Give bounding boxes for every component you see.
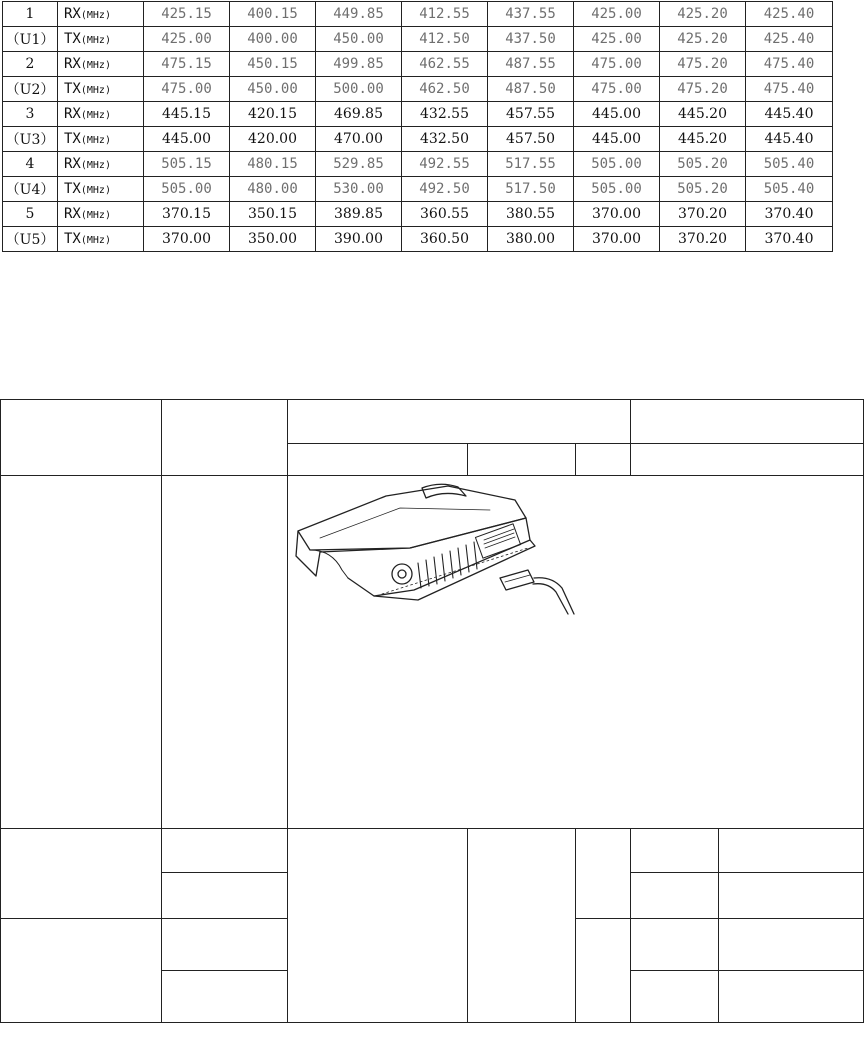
frequency-value: 420.00 <box>230 127 316 152</box>
frequency-value: 457.50 <box>488 127 574 152</box>
frequency-value: 370.00 <box>574 202 660 227</box>
frequency-value: 445.40 <box>746 127 833 152</box>
form-footer-cell-5 <box>576 829 631 919</box>
tx-label: TX <box>64 131 81 147</box>
frequency-value: 432.55 <box>402 102 488 127</box>
radio-unit-illustration <box>290 478 580 616</box>
channel-group-number: 5 <box>3 202 58 227</box>
form-footer-cell-16 <box>162 971 288 1023</box>
form-footer-cell-1 <box>1 829 162 919</box>
frequency-value: 360.55 <box>402 202 488 227</box>
frequency-value: 505.00 <box>144 177 230 202</box>
frequency-value: 505.40 <box>746 177 833 202</box>
frequency-value: 487.50 <box>488 77 574 102</box>
frequency-value: 360.50 <box>402 227 488 252</box>
form-subheader-cell-1 <box>288 444 468 476</box>
frequency-value: 370.15 <box>144 202 230 227</box>
frequency-value: 425.40 <box>746 27 833 52</box>
frequency-row-2-tx <box>3 77 833 102</box>
frequency-value: 380.00 <box>488 227 574 252</box>
tx-label: TX <box>64 31 81 47</box>
frequency-value: 400.00 <box>230 27 316 52</box>
frequency-value: 445.20 <box>660 102 746 127</box>
tx-label: TX <box>64 181 81 197</box>
tx-label-cell <box>58 227 144 252</box>
channel-group-unit: （U3） <box>3 127 58 152</box>
tx-unit: (MHz) <box>80 35 111 46</box>
frequency-value: 412.55 <box>402 2 488 27</box>
form-footer-cell-17 <box>631 971 719 1023</box>
radio-left-side-curve <box>310 550 348 578</box>
tx-label: TX <box>64 231 81 247</box>
channel-group-number: 1 <box>3 2 58 27</box>
form-subheader-cell-4 <box>631 444 864 476</box>
frequency-value: 445.15 <box>144 102 230 127</box>
frequency-value: 390.00 <box>316 227 402 252</box>
tx-label-cell <box>58 127 144 152</box>
frequency-value: 370.00 <box>144 227 230 252</box>
frequency-row-1-rx <box>3 2 833 27</box>
frequency-value: 492.55 <box>402 152 488 177</box>
channel-group-unit: （U1） <box>3 27 58 52</box>
frequency-value: 462.50 <box>402 77 488 102</box>
frequency-value: 475.00 <box>574 52 660 77</box>
frequency-value: 370.20 <box>660 202 746 227</box>
form-header-cell-3 <box>288 400 631 444</box>
rx-label-cell <box>58 52 144 77</box>
frequency-value: 505.20 <box>660 152 746 177</box>
frequency-value: 505.00 <box>574 177 660 202</box>
rx-label: RX <box>64 56 81 72</box>
frequency-value: 425.40 <box>746 2 833 27</box>
radio-connector-pins <box>484 529 515 548</box>
frequency-value: 350.00 <box>230 227 316 252</box>
frequency-value: 475.40 <box>746 52 833 77</box>
tx-label: TX <box>64 81 81 97</box>
frequency-value: 445.00 <box>574 102 660 127</box>
frequency-value: 517.55 <box>488 152 574 177</box>
form-footer-cell-2 <box>162 829 288 873</box>
form-header-cell-2 <box>162 400 288 476</box>
frequency-value: 370.40 <box>746 227 833 252</box>
frequency-value: 400.15 <box>230 2 316 27</box>
frequency-row-4-tx <box>3 177 833 202</box>
frequency-row-4-rx <box>3 152 833 177</box>
rx-unit: (MHz) <box>80 160 111 171</box>
frequency-value: 437.55 <box>488 2 574 27</box>
rx-unit: (MHz) <box>80 110 111 121</box>
frequency-value: 445.20 <box>660 127 746 152</box>
form-header-cell-4 <box>631 400 864 444</box>
frequency-value: 475.00 <box>574 77 660 102</box>
form-footer-cell-4 <box>468 829 576 1023</box>
form-table <box>0 399 864 1023</box>
frequency-value: 445.40 <box>746 102 833 127</box>
tx-unit: (MHz) <box>80 85 111 96</box>
frequency-value: 487.55 <box>488 52 574 77</box>
frequency-value: 505.40 <box>746 152 833 177</box>
frequency-value: 457.55 <box>488 102 574 127</box>
radio-top-face <box>298 486 526 550</box>
frequency-row-1-tx <box>3 27 833 52</box>
frequency-value: 450.00 <box>230 77 316 102</box>
form-body-cell-2 <box>162 476 288 829</box>
cable-plug <box>500 570 534 590</box>
form-subheader-cell-3 <box>576 444 631 476</box>
form-header-cell-1 <box>1 400 162 476</box>
frequency-value: 505.15 <box>144 152 230 177</box>
rx-label: RX <box>64 6 81 22</box>
radio-knob-center <box>398 570 406 578</box>
frequency-value: 425.00 <box>574 2 660 27</box>
frequency-value: 449.85 <box>316 2 402 27</box>
form-footer-cell-6 <box>631 829 719 873</box>
form-footer-cell-14 <box>631 919 719 971</box>
frequency-value: 432.50 <box>402 127 488 152</box>
form-footer-cell-9 <box>631 873 719 919</box>
frequency-row-2-rx <box>3 52 833 77</box>
frequency-value: 492.50 <box>402 177 488 202</box>
frequency-value: 425.15 <box>144 2 230 27</box>
frequency-table <box>2 1 833 252</box>
frequency-value: 450.15 <box>230 52 316 77</box>
rx-unit: (MHz) <box>80 10 111 21</box>
frequency-row-3-rx <box>3 102 833 127</box>
rx-label: RX <box>64 156 81 172</box>
channel-group-number: 3 <box>3 102 58 127</box>
form-footer-cell-13 <box>576 919 631 1023</box>
frequency-value: 470.00 <box>316 127 402 152</box>
frequency-value: 380.55 <box>488 202 574 227</box>
frequency-value: 475.00 <box>144 77 230 102</box>
tx-label-cell <box>58 27 144 52</box>
frequency-row-5-tx <box>3 227 833 252</box>
frequency-value: 517.50 <box>488 177 574 202</box>
frequency-value: 425.20 <box>660 2 746 27</box>
form-footer-cell-3 <box>288 829 468 1023</box>
form-footer-cell-10 <box>719 873 864 919</box>
form-body-cell-1 <box>1 476 162 829</box>
channel-group-unit: （U2） <box>3 77 58 102</box>
frequency-value: 370.40 <box>746 202 833 227</box>
form-footer-cell-7 <box>719 829 864 873</box>
tx-unit: (MHz) <box>80 235 111 246</box>
rx-label-cell <box>58 202 144 227</box>
channel-group-unit: （U4） <box>3 177 58 202</box>
channel-group-unit: （U5） <box>3 227 58 252</box>
channel-group-number: 4 <box>3 152 58 177</box>
form-footer-cell-12 <box>162 919 288 971</box>
frequency-value: 505.00 <box>574 152 660 177</box>
rx-label: RX <box>64 206 81 222</box>
rx-label-cell <box>58 2 144 27</box>
frequency-value: 389.85 <box>316 202 402 227</box>
radio-front-ribs <box>418 542 477 588</box>
radio-left-end <box>296 531 320 576</box>
frequency-value: 469.85 <box>316 102 402 127</box>
frequency-value: 350.15 <box>230 202 316 227</box>
frequency-value: 450.00 <box>316 27 402 52</box>
radio-knob <box>392 564 412 584</box>
rx-label: RX <box>64 106 81 122</box>
rx-label-cell <box>58 152 144 177</box>
frequency-value: 425.00 <box>574 27 660 52</box>
frequency-value: 462.55 <box>402 52 488 77</box>
frequency-value: 475.40 <box>746 77 833 102</box>
rx-label-cell <box>58 102 144 127</box>
frequency-value: 370.00 <box>574 227 660 252</box>
frequency-value: 445.00 <box>574 127 660 152</box>
frequency-value: 425.20 <box>660 27 746 52</box>
tx-unit: (MHz) <box>80 135 111 146</box>
frequency-value: 530.00 <box>316 177 402 202</box>
form-footer-cell-15 <box>719 919 864 971</box>
frequency-value: 420.15 <box>230 102 316 127</box>
form-footer-cell-11 <box>1 919 162 1023</box>
frequency-value: 480.15 <box>230 152 316 177</box>
rx-unit: (MHz) <box>80 210 111 221</box>
frequency-value: 475.20 <box>660 52 746 77</box>
frequency-value: 370.20 <box>660 227 746 252</box>
form-subheader-cell-2 <box>468 444 576 476</box>
tx-unit: (MHz) <box>80 185 111 196</box>
frequency-value: 480.00 <box>230 177 316 202</box>
frequency-value: 437.50 <box>488 27 574 52</box>
form-footer-cell-8 <box>162 873 288 919</box>
tx-label-cell <box>58 77 144 102</box>
frequency-value: 529.85 <box>316 152 402 177</box>
rx-unit: (MHz) <box>80 60 111 71</box>
frequency-row-5-rx <box>3 202 833 227</box>
frequency-table-body <box>3 2 833 252</box>
frequency-value: 475.20 <box>660 77 746 102</box>
photo-cell <box>288 476 864 829</box>
frequency-value: 500.00 <box>316 77 402 102</box>
channel-group-number: 2 <box>3 52 58 77</box>
form-footer-cell-18 <box>719 971 864 1023</box>
frequency-value: 445.00 <box>144 127 230 152</box>
frequency-value: 412.50 <box>402 27 488 52</box>
frequency-value: 475.15 <box>144 52 230 77</box>
frequency-value: 505.20 <box>660 177 746 202</box>
tx-label-cell <box>58 177 144 202</box>
frequency-row-3-tx <box>3 127 833 152</box>
frequency-value: 425.00 <box>144 27 230 52</box>
frequency-value: 499.85 <box>316 52 402 77</box>
